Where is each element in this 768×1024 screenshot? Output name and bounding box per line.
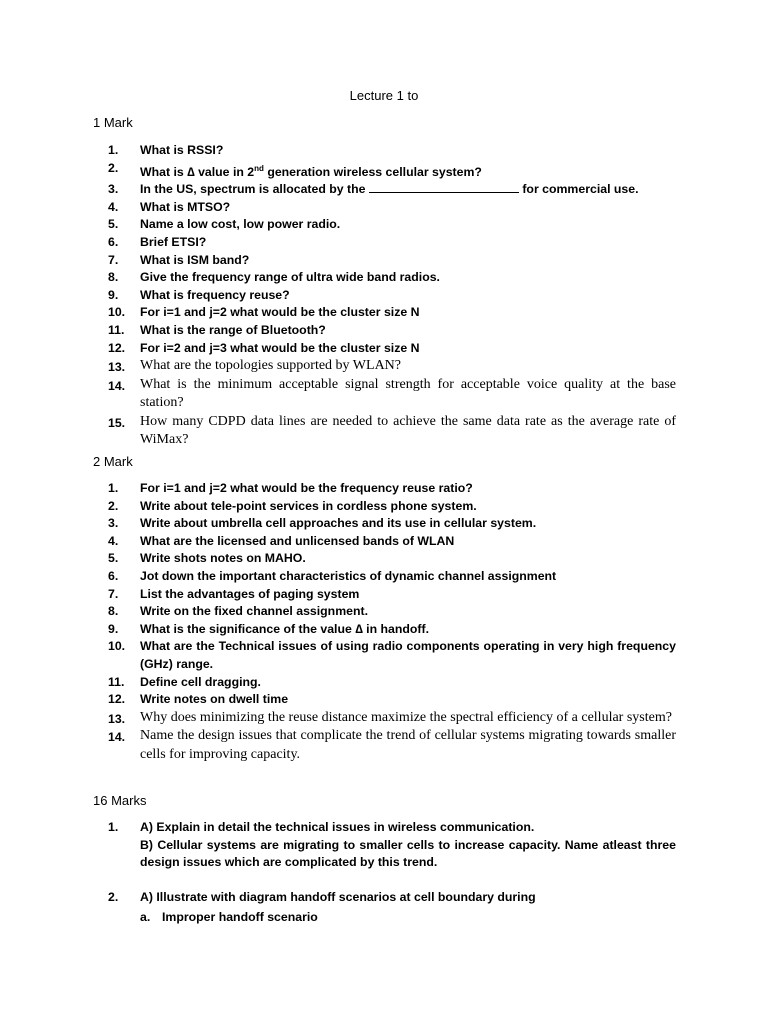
section-heading-1-mark: 1 Mark	[93, 115, 133, 130]
list-item: 5. Name a low cost, low power radio.	[108, 217, 341, 232]
list-item: 11. What is the range of Bluetooth?	[108, 323, 326, 338]
section-heading-16-marks: 16 Marks	[93, 793, 147, 808]
list-item: 12. For i=2 and j=3 what would be the cluster size N	[108, 340, 420, 355]
list-item: 13. What are the topologies supported by WLAN?	[108, 358, 402, 375]
list-item: 4. What are the licensed and unlicensed bands of WLAN	[108, 533, 455, 548]
fill-in-blank	[369, 183, 519, 193]
list-item: 2. A) Illustrate with diagram handoff scenarios at cell boundary during a. Improper handoff scenario	[108, 889, 676, 926]
list-item: 15. How many CDPD data lines are needed to achieve the same data rate as the average rate of WiMax?	[108, 413, 676, 448]
sub-item-list	[140, 909, 676, 927]
list-item: 7. List the advantages of paging system	[108, 586, 360, 601]
page-title: Lecture 1 to	[349, 88, 419, 103]
list-item: 14. Name the design issues that complicate the trend of cellular systems migrating towards smaller cells for improving capacity.	[108, 728, 676, 762]
list-item: 7. What is ISM band?	[108, 252, 250, 267]
sub-list-item: a. Improper handoff scenario	[140, 909, 318, 924]
list-item: 2. What is ∆ value in 2nd generation wireless cellular system?	[108, 160, 482, 179]
list-item: 1. A) Explain in detail the technical issues in wireless communication. B) Cellular systems are migrating to smaller cells to increase capacity. Name atleast three design issues which are complicated by this trend.	[108, 820, 676, 870]
two-mark-question-list	[108, 480, 676, 764]
list-item: 9. What is frequency reuse?	[108, 287, 290, 302]
section-heading-2-mark: 2 Mark	[93, 454, 133, 469]
list-item: 6. Brief ETSI?	[108, 235, 207, 250]
sixteen-mark-question-2	[108, 889, 676, 926]
list-item: 14. What is the minimum acceptable signal strength for acceptable voice quality at the base station?	[108, 376, 676, 411]
list-item: 1. What is RSSI?	[108, 143, 224, 157]
list-item: 8. Give the frequency range of ultra wide band radios.	[108, 270, 440, 285]
list-item: 4. What is MTSO?	[108, 199, 231, 214]
list-item: 5. Write shots notes on MAHO.	[108, 551, 306, 566]
list-item: 10. What are the Technical issues of using radio components operating in very high frequency (GHz) range.	[108, 639, 676, 671]
sixteen-mark-question-1	[108, 819, 676, 872]
list-item: 6. Jot down the important characteristics of dynamic channel assignment	[108, 568, 557, 583]
list-item: 10. For i=1 and j=2 what would be the cluster size N	[108, 305, 420, 320]
list-item: 3. Write about umbrella cell approaches and its use in cellular system.	[108, 516, 537, 531]
list-item: 8. Write on the fixed channel assignment.	[108, 604, 368, 619]
list-item: 12. Write notes on dwell time	[108, 692, 289, 707]
list-item: 1. For i=1 and j=2 what would be the frequency reuse ratio?	[108, 481, 473, 495]
list-item: 2. Write about tele-point services in cordless phone system.	[108, 498, 477, 513]
one-mark-question-list	[108, 142, 676, 450]
list-item: 13. Why does minimizing the reuse distance maximize the spectral efficiency of a cellular system?	[108, 709, 672, 726]
list-item: 11. Define cell dragging.	[108, 674, 261, 689]
list-item: 3. In the US, spectrum is allocated by the for commercial use.	[108, 182, 639, 197]
list-item: 9. What is the significance of the value ∆ in handoff.	[108, 621, 430, 636]
